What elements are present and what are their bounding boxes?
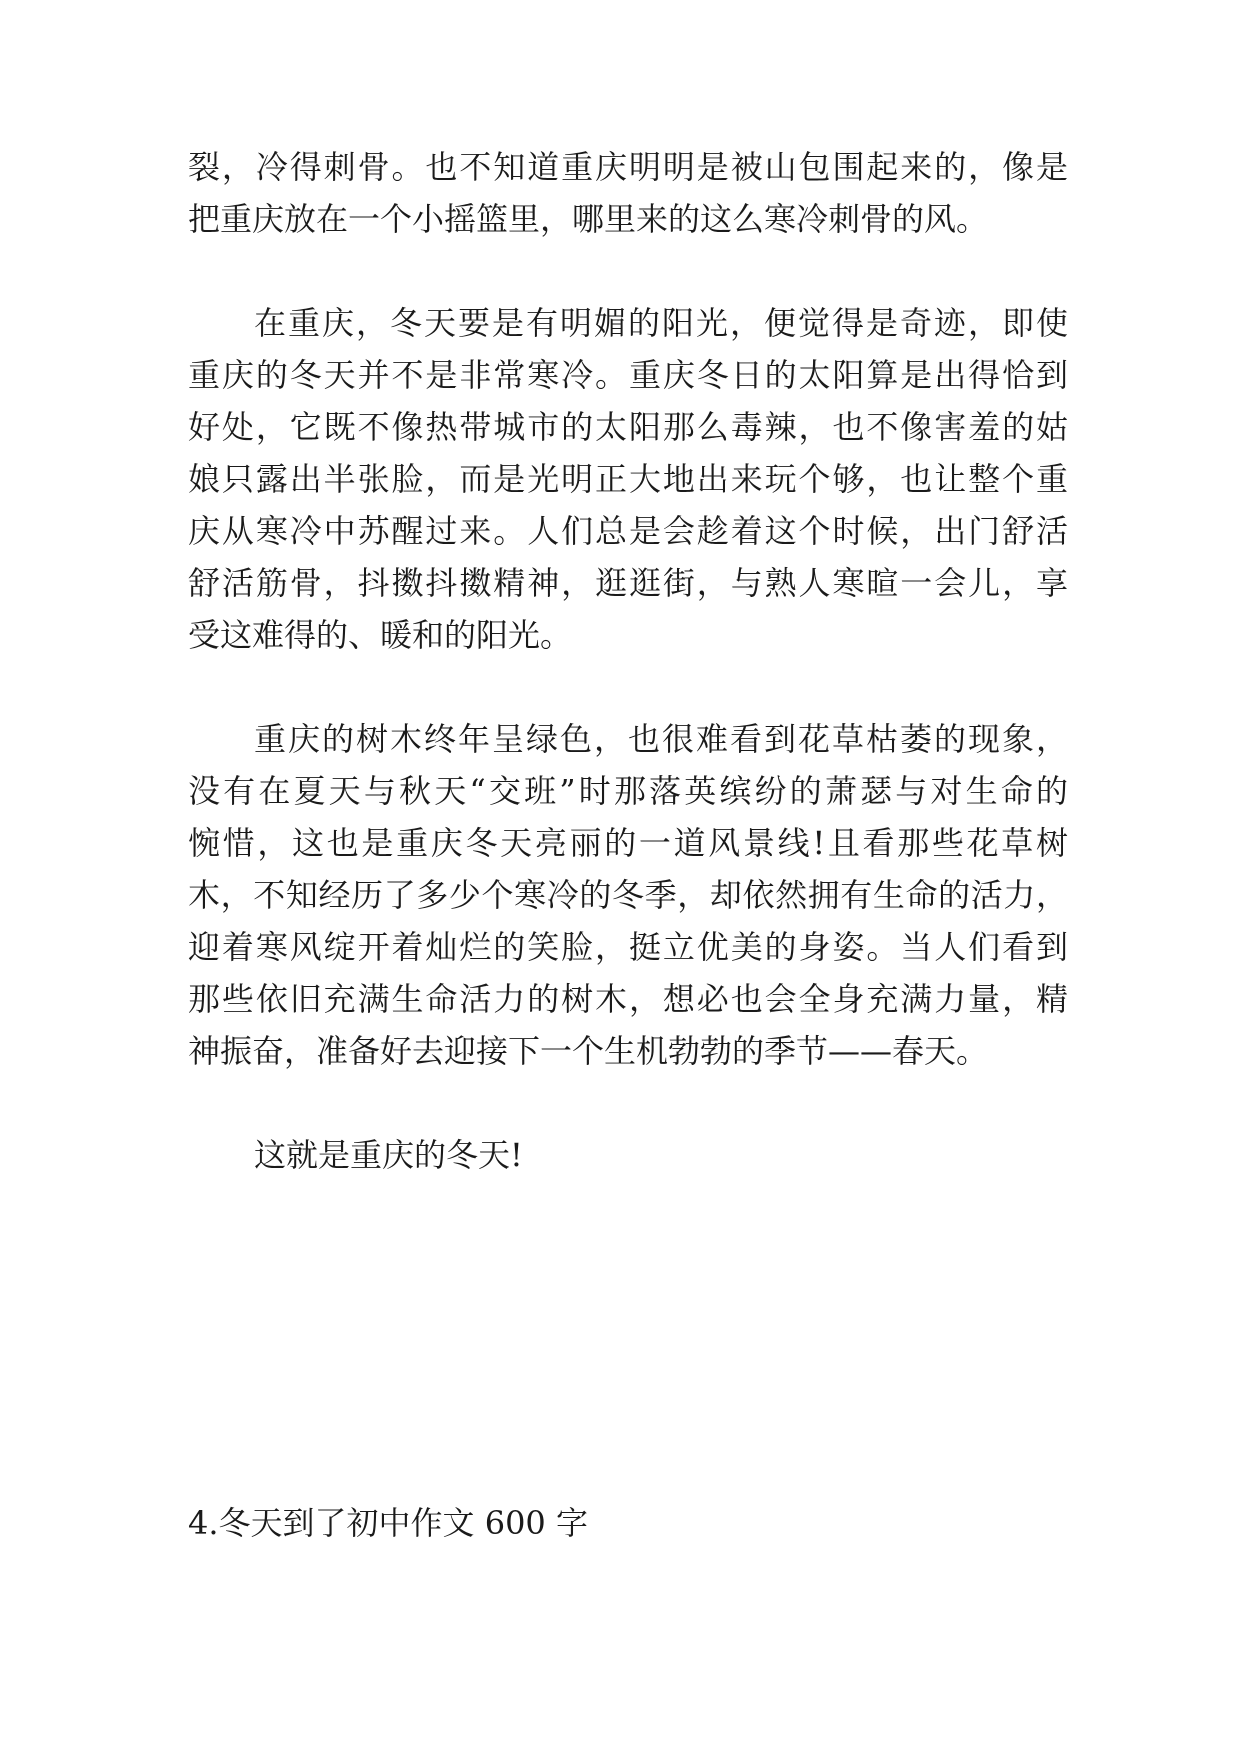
paragraph-3-line-2: 没有在夏天与秋天“交班”时那落英缤纷的萧瑟与对生命的: [188, 772, 1068, 810]
paragraph-1-line-1: 裂，冷得刺骨。也不知道重庆明明是被山包围起来的，像是: [188, 148, 1068, 186]
paragraph-3-line-4: 木，不知经历了多少个寒冷的冬季，却依然拥有生命的活力，: [188, 876, 1068, 914]
paragraph-3-line-6: 那些依旧充满生命活力的树木，想必也会全身充满力量，精: [188, 980, 1068, 1018]
paragraph-2-line-7: 受这难得的、暖和的阳光。: [188, 616, 573, 654]
paragraph-3-line-7: 神振奋，准备好去迎接下一个生机勃勃的季节——春天。: [188, 1032, 989, 1070]
paragraph-2-line-2: 重庆的冬天并不是非常寒冷。重庆冬日的太阳算是出得恰到: [188, 356, 1068, 394]
paragraph-2-line-3: 好处，它既不像热带城市的太阳那么毒辣，也不像害羞的姑: [188, 408, 1068, 446]
paragraph-4-line-1: 这就是重庆的冬天!: [254, 1136, 523, 1174]
paragraph-3-line-5: 迎着寒风绽开着灿烂的笑脸，挺立优美的身姿。当人们看到: [188, 928, 1068, 966]
paragraph-1-line-2: 把重庆放在一个小摇篮里，哪里来的这么寒冷刺骨的风。: [188, 200, 989, 238]
paragraph-2-line-5: 庆从寒冷中苏醒过来。人们总是会趁着这个时候，出门舒活: [188, 512, 1068, 550]
paragraph-2-line-4: 娘只露出半张脸，而是光明正大地出来玩个够，也让整个重: [188, 460, 1068, 498]
paragraph-2-line-6: 舒活筋骨，抖擞抖擞精神，逛逛街，与熟人寒暄一会儿，享: [188, 564, 1068, 602]
paragraph-3-line-1: 重庆的树木终年呈绿色，也很难看到花草枯萎的现象，: [254, 720, 1068, 758]
section-heading: 4.冬天到了初中作文 600 字: [188, 1504, 588, 1542]
paragraph-3-line-3: 惋惜，这也是重庆冬天亮丽的一道风景线!且看那些花草树: [188, 824, 1068, 862]
paragraph-2-line-1: 在重庆，冬天要是有明媚的阳光，便觉得是奇迹，即使: [254, 304, 1068, 342]
